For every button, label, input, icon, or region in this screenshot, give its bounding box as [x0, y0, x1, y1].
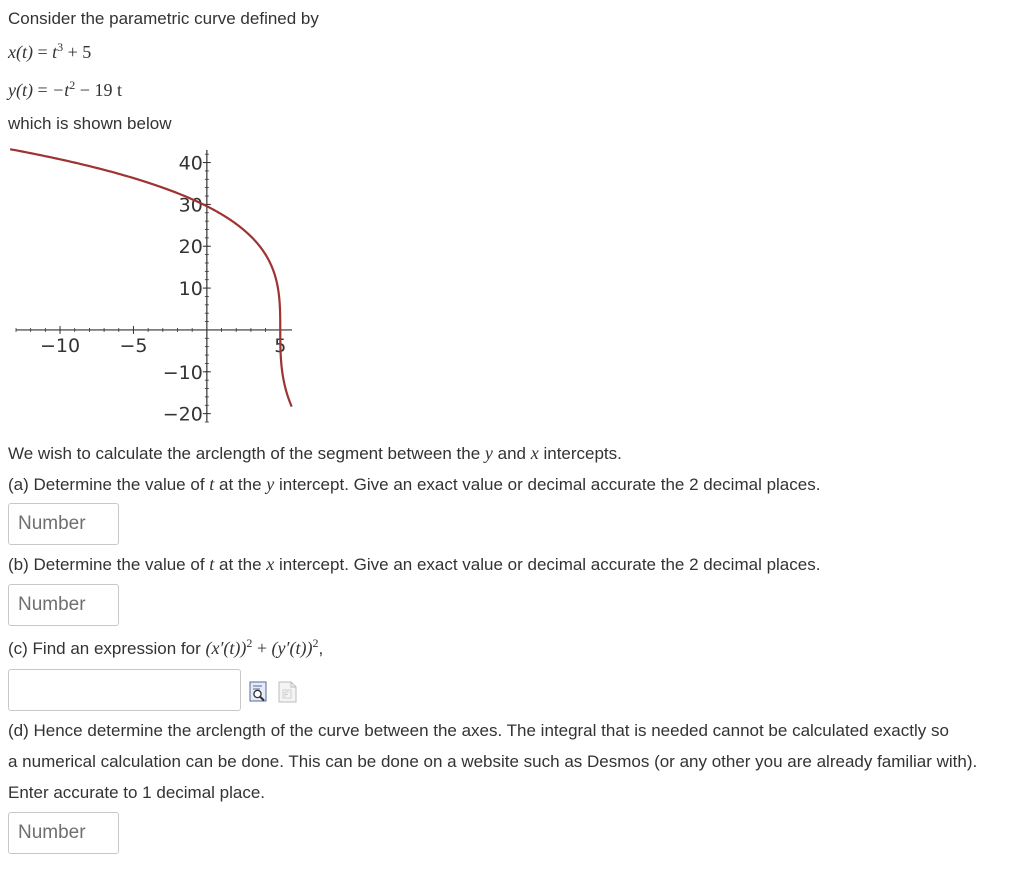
axes: [16, 150, 292, 422]
answer-d-input[interactable]: [8, 812, 119, 854]
qc-exp1: 2: [246, 636, 253, 650]
qc-plus: +: [252, 638, 272, 658]
eq-y-rest: − 19 t: [79, 80, 122, 100]
qc-exp2: 2: [312, 636, 319, 650]
answer-d-placeholder: Number: [18, 822, 86, 843]
parametric-plot: [0, 140, 310, 430]
eq-x-lhs: x(t): [8, 42, 33, 62]
qa-mid: at the: [214, 475, 267, 494]
eq-y-lhs: y(t): [8, 80, 33, 100]
eq-y-equals: =: [37, 80, 48, 100]
y-tick-label: −20: [162, 403, 203, 426]
eq-x-equals: =: [37, 42, 48, 62]
answer-c-input[interactable]: [8, 669, 241, 711]
question-b: [8, 554, 820, 575]
y-tick-label: 20: [178, 236, 203, 259]
qa-post: intercept. Give an exact value or decimal accurate the 2 decimal places.: [274, 475, 821, 494]
y-tick-label: 10: [178, 278, 203, 301]
question-c: [8, 638, 323, 659]
answer-b-placeholder: Number: [18, 594, 86, 615]
qc-expression: [205, 638, 318, 658]
x-tick-label: −10: [39, 334, 81, 357]
y-tick-label: 30: [178, 194, 203, 217]
qa-t: t: [209, 474, 215, 494]
tick-marks: [16, 154, 280, 422]
qc-pre: (c) Find an expression for: [8, 639, 206, 658]
eq-x-rest: + 5: [67, 42, 92, 62]
equation-y: [8, 80, 122, 101]
x-tick-label: 5: [274, 334, 287, 357]
eq-y-exp: 2: [69, 78, 76, 92]
qb-var: x: [266, 554, 275, 574]
wish-post: intercepts.: [538, 444, 622, 463]
eq-x-t: t: [52, 42, 58, 62]
question-d-line2: a numerical calculation can be done. This can be done on a website such as Desmos (or any other you are already familiar with).: [8, 752, 978, 771]
curve-line: [10, 149, 292, 406]
wish-pre: We wish to calculate the arclength of the segment between the: [8, 444, 485, 463]
formula-icon[interactable]: [278, 681, 298, 703]
tick-labels: [40, 153, 286, 426]
qb-mid: at the: [214, 555, 267, 574]
wish-text: [8, 443, 622, 464]
qb-post: intercept. Give an exact value or decimal accurate the 2 decimal places.: [274, 555, 821, 574]
equation-x: [8, 42, 91, 63]
qa-var: y: [266, 474, 275, 494]
wish-x: x: [530, 443, 539, 463]
qa-pre: (a) Determine the value of: [8, 475, 210, 494]
wish-mid: and: [492, 444, 531, 463]
answer-a-input[interactable]: [8, 503, 119, 545]
answer-b-input[interactable]: [8, 584, 119, 626]
y-tick-label: 40: [178, 152, 203, 175]
wish-y: y: [484, 443, 493, 463]
preview-icon[interactable]: [249, 681, 269, 703]
x-tick-label: −5: [119, 334, 148, 357]
qb-pre: (b) Determine the value of: [8, 555, 210, 574]
qc-post: ,: [318, 639, 324, 658]
qc-yprime: (y′(t)): [271, 638, 313, 658]
question-d-line1: (d) Hence determine the arclength of the curve between the axes. The integral that is needed cannot be calculated exactly so: [8, 721, 949, 740]
qc-xprime: (x′(t)): [205, 638, 247, 658]
answer-a-placeholder: Number: [18, 513, 86, 534]
shown-below-text: which is shown below: [8, 114, 172, 133]
eq-x-exp: 3: [57, 40, 64, 54]
eq-y-neg-t: −t: [52, 80, 70, 100]
question-d-line3: Enter accurate to 1 decimal place.: [8, 783, 266, 802]
question-a: [8, 474, 820, 495]
intro-text: Consider the parametric curve defined by: [8, 9, 319, 28]
y-tick-label: −10: [162, 361, 203, 384]
qb-t: t: [209, 554, 215, 574]
